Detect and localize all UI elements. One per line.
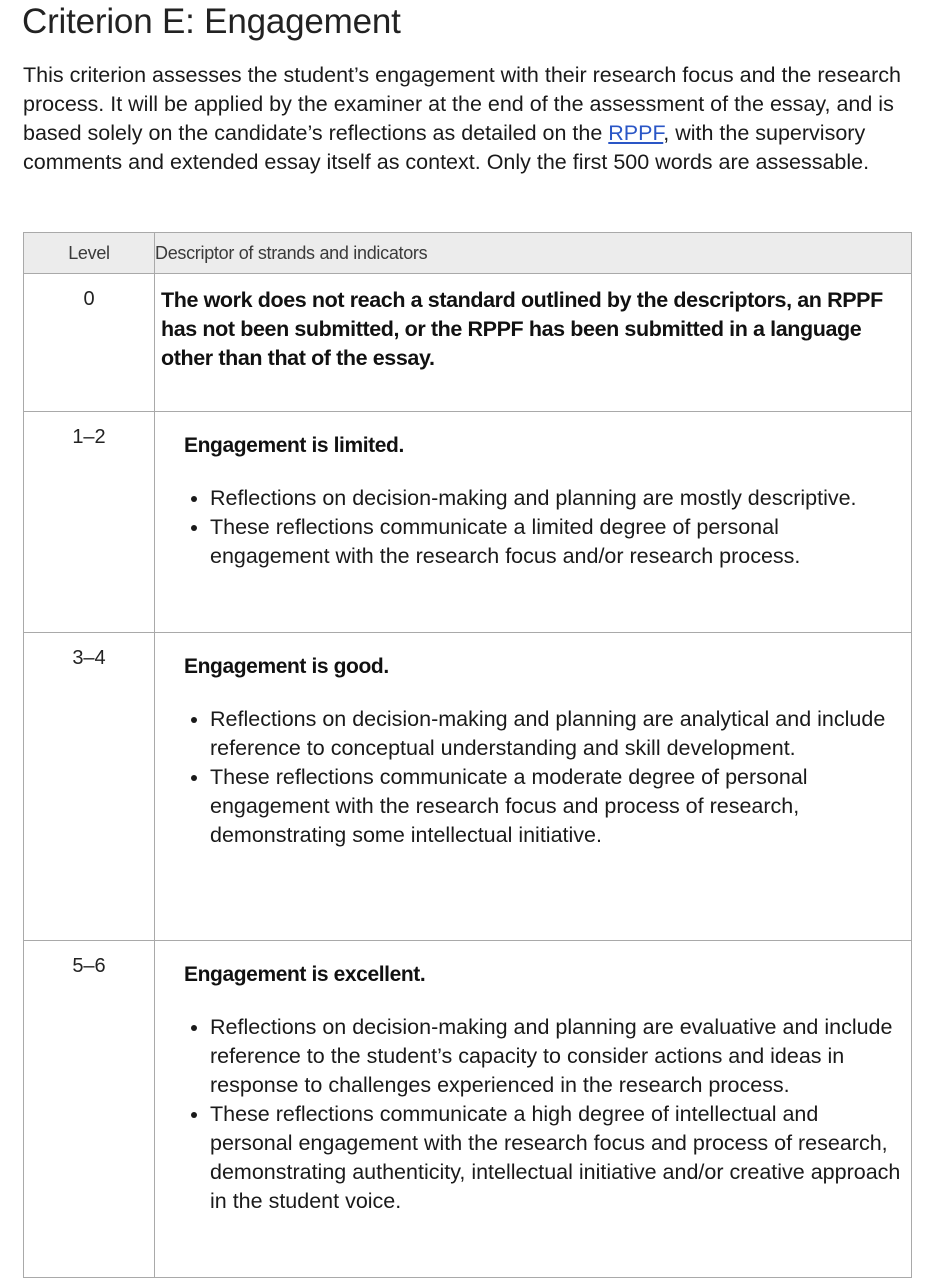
descriptor-cell <box>155 412 912 633</box>
level-cell: 3–4 <box>24 633 155 941</box>
descriptor-cell <box>155 941 912 1278</box>
level-cell: 0 <box>24 274 155 412</box>
indicator-list <box>184 1013 903 1216</box>
table-header-row <box>24 233 912 274</box>
indicator-item: • These reflections communicate a moderate degree of personal engagement with the research focus and process of research, demonstrating some intellectual initiative. <box>210 763 903 850</box>
descriptor-heading: Engagement is limited. <box>184 434 404 457</box>
descriptor-cell: The work does not reach a standard outlined by the descriptors, an RPPF has not been submitted, or the RPPF has been submitted in a language other than that of the essay. <box>155 274 912 412</box>
descriptor-heading: Engagement is good. <box>184 655 389 678</box>
rubric-table <box>23 232 912 1278</box>
table-row <box>24 274 912 412</box>
indicator-item: • Reflections on decision-making and planning are evaluative and include reference to the student’s capacity to consider actions and ideas in response to challenges experienced in the research process. <box>210 1013 903 1100</box>
indicator-item: • Reflections on decision-making and planning are mostly descriptive. <box>210 484 903 513</box>
intro-text-before: This criterion assesses the student’s engagement with their research focus and the research process. It will be applied by the examiner at the end of the assessment of the essay, and is based solely on the candidate’s reflections as detailed on the <box>23 63 901 145</box>
table-row <box>24 412 912 633</box>
descriptor-heading: Engagement is excellent. <box>184 963 426 986</box>
indicator-list <box>184 484 903 571</box>
descriptor-cell <box>155 633 912 941</box>
level-cell: 1–2 <box>24 412 155 633</box>
level-column-header: Level <box>24 233 155 274</box>
level-cell: 5–6 <box>24 941 155 1278</box>
descriptor-column-header: Descriptor of strands and indicators <box>155 233 912 274</box>
indicator-item: • Reflections on decision-making and planning are analytical and include reference to conceptual understanding and skill development. <box>210 705 903 763</box>
intro-paragraph <box>23 61 913 177</box>
intro-text-after: , with the supervisory comments and extended essay itself as context. Only the first 500 words are assessable. <box>23 121 870 174</box>
page-title: Criterion E: Engagement <box>22 2 401 41</box>
rppf-link[interactable]: RPPF <box>608 121 664 145</box>
indicator-item: • These reflections communicate a limited degree of personal engagement with the research focus and/or research process. <box>210 513 903 571</box>
table-row <box>24 633 912 941</box>
indicator-item: • These reflections communicate a high degree of intellectual and personal engagement with the research focus and process of research, demonstrating authenticity, intellectual initiative and/or creative approach in the student voice. <box>210 1100 903 1216</box>
indicator-list <box>184 705 903 850</box>
table-row <box>24 941 912 1278</box>
